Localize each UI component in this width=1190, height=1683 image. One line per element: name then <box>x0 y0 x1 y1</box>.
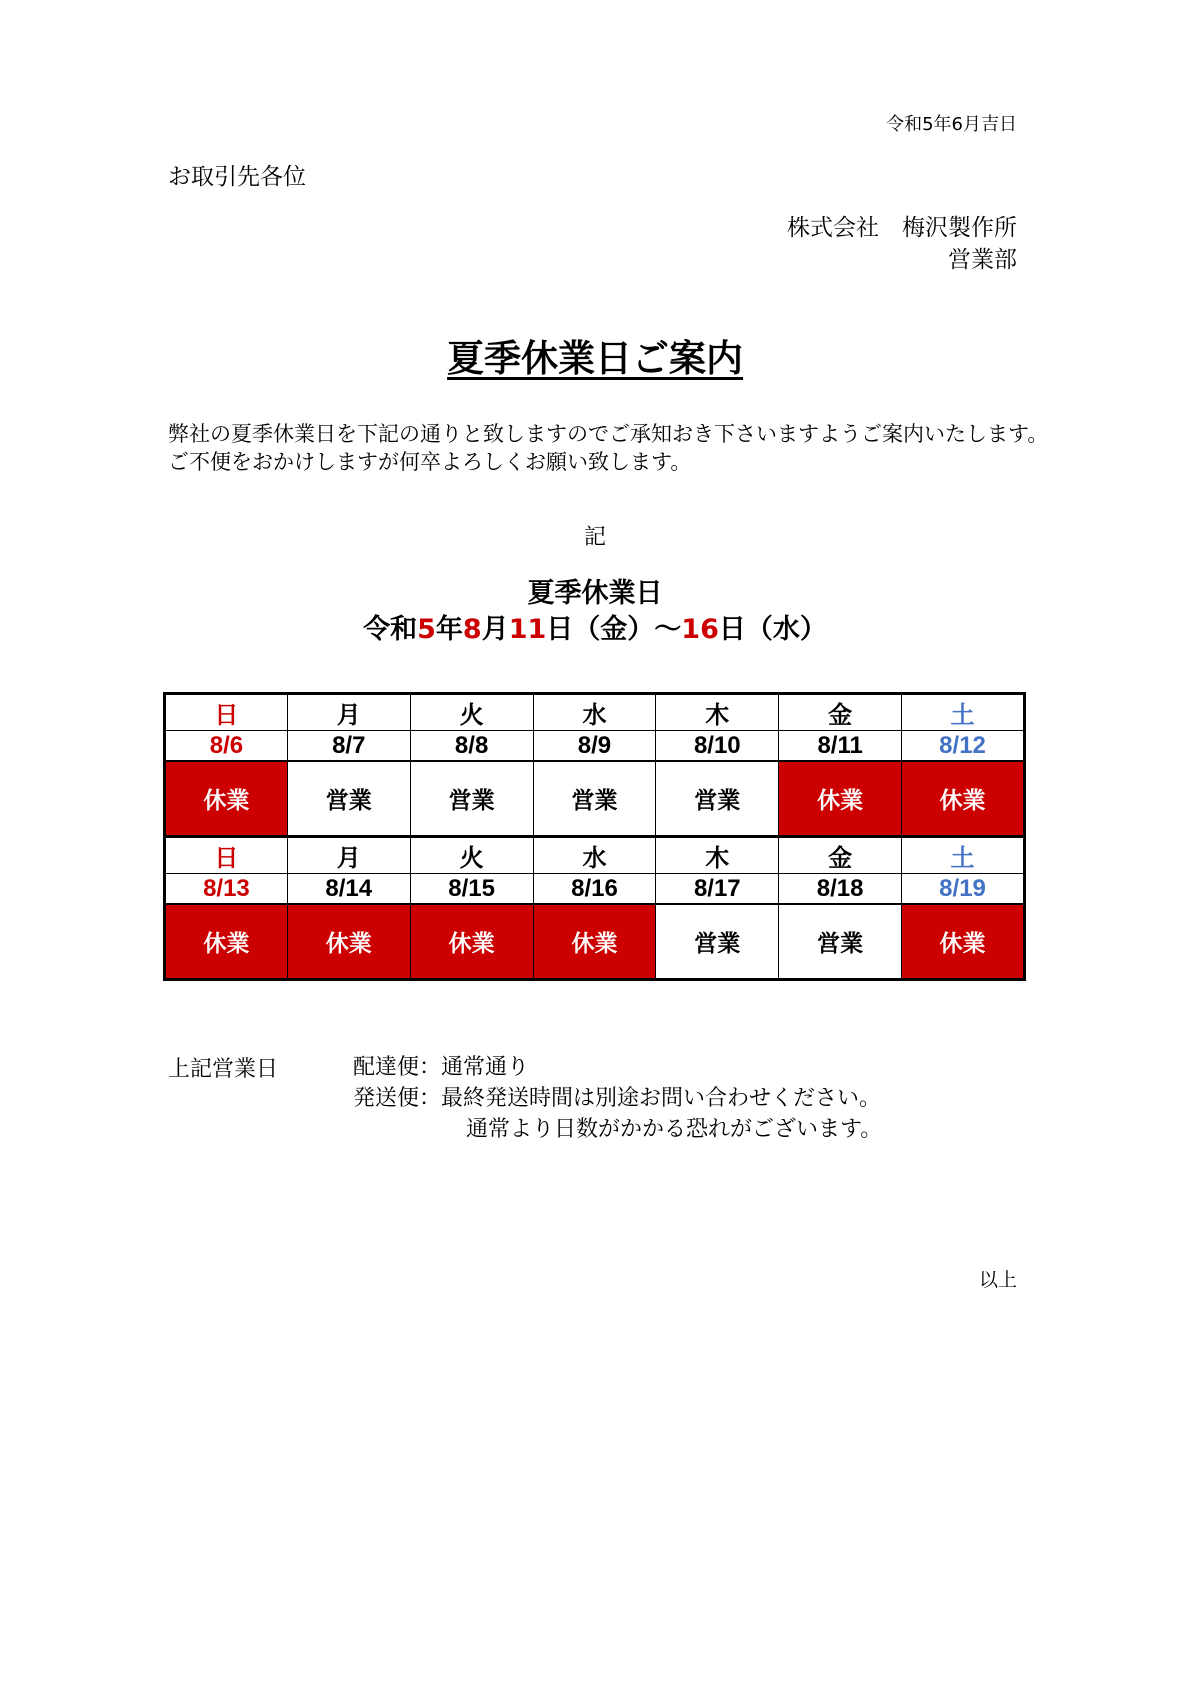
status-cell-closed: 休業 <box>287 904 410 980</box>
status-cell-closed: 休業 <box>779 761 902 837</box>
closing-mark: 以上 <box>978 1269 1017 1291</box>
date-cell: 8/13 <box>165 874 288 905</box>
note-delivery: 配達便：通常通り <box>353 1055 530 1080</box>
document-title <box>0 328 1190 382</box>
weekday-sun: 日 <box>165 837 288 874</box>
weekday-wed: 水 <box>533 837 656 874</box>
status-cell-closed: 休業 <box>902 904 1025 980</box>
recipient: お取引先各位 <box>168 164 306 190</box>
date-cell: 8/12 <box>902 731 1025 762</box>
status-cell-open: 営業 <box>287 761 410 837</box>
range-p2: 年 <box>435 614 463 645</box>
holiday-range <box>0 612 1190 648</box>
weekday-sat: 土 <box>902 694 1025 731</box>
note-shipping-cont: 通常より日数がかかる恐れがございます。 <box>466 1117 883 1142</box>
status-cell-closed: 休業 <box>165 904 288 980</box>
date-cell: 8/7 <box>287 731 410 762</box>
weekday-mon: 月 <box>287 694 410 731</box>
weekday-sat: 土 <box>902 837 1025 874</box>
status-cell-open: 営業 <box>410 761 533 837</box>
date-cell: 8/17 <box>656 874 779 905</box>
notes-lines <box>353 1052 882 1145</box>
status-cell-closed: 休業 <box>410 904 533 980</box>
status-cell-open: 営業 <box>779 904 902 980</box>
status-cell-closed: 休業 <box>533 904 656 980</box>
date-cell: 8/6 <box>165 731 288 762</box>
note-shipping: 発送便：最終発送時間は別途お問い合わせください。 <box>353 1086 882 1111</box>
range-end-day: 16 <box>681 614 719 645</box>
holiday-period <box>0 576 1190 648</box>
status-cell-closed: 休業 <box>902 761 1025 837</box>
weekday-thu: 木 <box>656 837 779 874</box>
status-row <box>165 904 1025 980</box>
weekday-sun: 日 <box>165 694 288 731</box>
range-p5: 日（水） <box>718 614 827 645</box>
range-p1: 令和 <box>363 614 418 645</box>
holiday-heading: 夏季休業日 <box>527 578 663 609</box>
date-cell: 8/11 <box>779 731 902 762</box>
status-cell-open: 営業 <box>656 761 779 837</box>
weekday-thu: 木 <box>656 694 779 731</box>
date-cell: 8/9 <box>533 731 656 762</box>
status-cell-open: 営業 <box>533 761 656 837</box>
date-row <box>165 874 1025 905</box>
range-p4: 日（金）～ <box>546 614 682 645</box>
date-cell: 8/18 <box>779 874 902 905</box>
status-cell-closed: 休業 <box>165 761 288 837</box>
date-cell: 8/14 <box>287 874 410 905</box>
weekday-row <box>165 837 1025 874</box>
date-cell: 8/15 <box>410 874 533 905</box>
weekday-wed: 水 <box>533 694 656 731</box>
weekday-tue: 火 <box>410 837 533 874</box>
sender-block <box>787 212 1017 276</box>
sender-company: 株式会社 梅沢製作所 <box>787 215 1017 241</box>
date-row <box>165 731 1025 762</box>
date-cell: 8/10 <box>656 731 779 762</box>
range-p3: 月 <box>481 614 509 645</box>
body-line-1: 弊社の夏季休業日を下記の通りと致しますのでご承知おき下さいますようご案内いたします。 <box>168 422 1049 446</box>
weekday-row <box>165 694 1025 731</box>
weekday-fri: 金 <box>779 837 902 874</box>
ki-marker: 記 <box>583 525 606 550</box>
range-year: 5 <box>417 614 436 645</box>
sender-department: 営業部 <box>948 247 1017 273</box>
document-title-text: 夏季休業日ご案内 <box>447 337 743 380</box>
body-line-2: ご不便をおかけしますが何卒よろしくお願い致します。 <box>168 450 692 474</box>
weekday-tue: 火 <box>410 694 533 731</box>
holiday-calendar <box>163 692 1026 981</box>
status-row <box>165 761 1025 837</box>
range-start-day: 11 <box>508 614 547 645</box>
document-date: 令和5年6月吉日 <box>886 114 1017 135</box>
date-cell: 8/8 <box>410 731 533 762</box>
body-text <box>168 420 1048 476</box>
date-cell: 8/16 <box>533 874 656 905</box>
weekday-fri: 金 <box>779 694 902 731</box>
range-month: 8 <box>462 614 482 645</box>
weekday-mon: 月 <box>287 837 410 874</box>
status-cell-open: 営業 <box>656 904 779 980</box>
notes-label: 上記営業日 <box>168 1057 279 1082</box>
date-cell: 8/19 <box>902 874 1025 905</box>
